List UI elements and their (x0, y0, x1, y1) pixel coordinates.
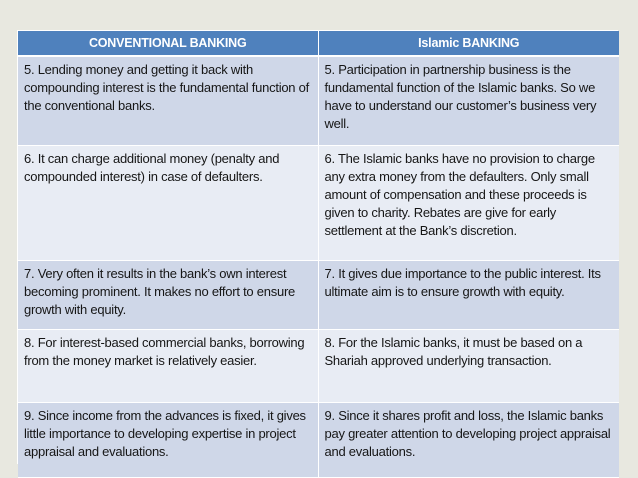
comparison-table (18, 31, 619, 478)
table-row (18, 403, 619, 478)
table-row (18, 330, 619, 403)
conventional-cell: 7. Very often it results in the bank’s own interest becoming prominent. It makes no effort to ensure growth with equity. (18, 261, 318, 330)
islamic-cell: 6. The Islamic banks have no provision to charge any extra money from the defaulters. Only small amount of compensation and these proceeds is given to charity. Rebates are give for early settlement at the Bank’s discretion. (318, 146, 619, 261)
header-conventional-banking: CONVENTIONAL BANKING (18, 31, 318, 56)
conventional-cell: 6. It can charge additional money (penalty and compounded interest) in case of defaulters. (18, 146, 318, 261)
conventional-cell: 5. Lending money and getting it back with compounding interest is the fundamental function of the conventional banks. (18, 56, 318, 146)
table-row (18, 146, 619, 261)
islamic-cell: 9. Since it shares profit and loss, the Islamic banks pay greater attention to developing project appraisal and evaluations. (318, 403, 619, 478)
header-islamic-banking: Islamic BANKING (318, 31, 619, 56)
islamic-cell: 8. For the Islamic banks, it must be based on a Shariah approved underlying transaction. (318, 330, 619, 403)
islamic-cell: 7. It gives due importance to the public interest. Its ultimate aim is to ensure growth with equity. (318, 261, 619, 330)
islamic-cell: 5. Participation in partnership business is the fundamental function of the Islamic banks. So we have to understand our customer’s business very well. (318, 56, 619, 146)
table-row (18, 261, 619, 330)
conventional-cell: 8. For interest-based commercial banks, borrowing from the money market is relatively easier. (18, 330, 318, 403)
table-row (18, 56, 619, 146)
conventional-cell: 9. Since income from the advances is fixed, it gives little importance to developing expertise in project appraisal and evaluations. (18, 403, 318, 478)
table-header-row (18, 31, 619, 56)
comparison-table-container (17, 30, 618, 464)
